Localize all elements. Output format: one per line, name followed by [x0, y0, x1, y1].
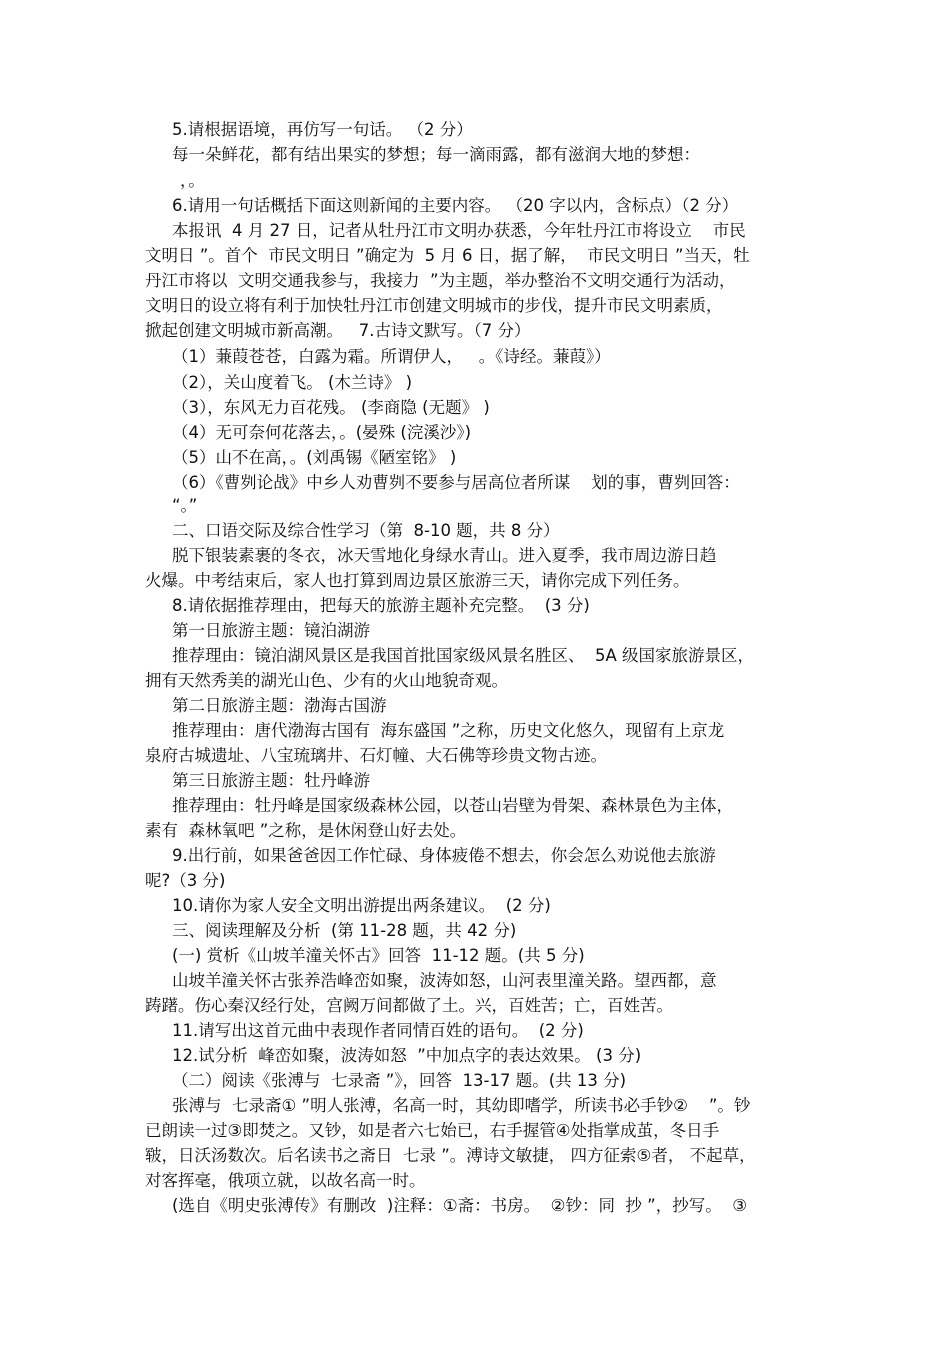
- text-line: 每一朵鲜花，都有结出果实的梦想；每一滴雨露，都有滋润大地的梦想：: [172, 145, 700, 164]
- text-line: 文明日的设立将有利于加快牡丹江市创建文明城市的步伐，提升市民文明素质，: [145, 296, 723, 315]
- subsection-heading: (一) 赏析《山坡羊潼关怀古》回答 11-12 题。(共 5 分): [172, 946, 585, 965]
- question-12-heading: 12.试分析 峰峦如聚，波涛如怒 ”中加点字的表达效果。 (3 分): [172, 1046, 642, 1065]
- question-9-heading: 9.出行前，如果爸爸因工作忙碌、身体疲倦不想去，你会怎么劝说他去旅游: [172, 846, 716, 865]
- question-6-heading: 6.请用一句话概括下面这则新闻的主要内容。 （20 字以内，含标点）（2 分）: [172, 196, 739, 215]
- annotation-line: (选自《明史张溥传》有删改 )注释：①斋：书房。 ②钞：同 抄 ”，抄写。 ③: [172, 1196, 748, 1215]
- answer-blank-line: ，。: [180, 171, 205, 190]
- text-line: 山坡羊潼关怀古张养浩峰峦如聚，波涛如怒，山河表里潼关路。望西都，意: [172, 971, 717, 990]
- text-line: 素有 森林氧吧 ”之称，是休闲登山好去处。: [145, 821, 467, 840]
- question-11-heading: 11.请写出这首元曲中表现作者同情百姓的语句。 (2 分): [172, 1021, 584, 1040]
- text-line: 拥有天然秀美的湖光山色、少有的火山地貌奇观。: [145, 671, 508, 690]
- text-line: 泉府古城遗址、八宝琉璃井、石灯幢、大石佛等珍贵文物古迹。: [145, 746, 607, 765]
- section-2-heading: 二、口语交际及综合性学习（第 8-10 题，共 8 分）: [172, 521, 560, 540]
- text-line: 对客挥毫，俄项立就，以故名高一时。: [145, 1171, 426, 1190]
- text-line: 脱下银装素裹的冬衣，冰天雪地化身绿水青山。进入夏季，我市周边游日趋: [172, 546, 717, 565]
- text-line: 火爆。中考结束后，家人也打算到周边景区旅游三天，请你完成下列任务。: [145, 571, 690, 590]
- subsection-heading: （二）阅读《张溥与 七录斋 ”》，回答 13-17 题。(共 13 分): [172, 1071, 627, 1090]
- text-line: 第一日旅游主题：镜泊湖游: [172, 621, 370, 640]
- text-line: 皲，日沃汤数次。后名读书之斋日 七录 ”。溥诗文敏捷， 四方征索⑤者， 不起草，: [145, 1146, 756, 1165]
- text-line: 踌躇。伤心秦汉经行处，宫阙万间都做了土。兴，百姓苦；亡，百姓苦。: [145, 996, 673, 1015]
- text-line: 推荐理由：镜泊湖风景区是我国首批国家级风景名胜区、 5A 级国家旅游景区，: [172, 646, 755, 665]
- text-line: 推荐理由：牡丹峰是国家级森林公园，以苍山岩壁为骨架、森林景色为主体，: [172, 796, 733, 815]
- text-line: 丹江市将以 文明交通我参与，我接力 ”为主题，举办整治不文明交通行为活动，: [145, 271, 736, 290]
- question-10-heading: 10.请你为家人安全文明出游提出两条建议。 (2 分): [172, 896, 551, 915]
- poem-item: （3），东风无力百花残。 (李商隐 (无题》 ): [172, 398, 490, 417]
- question-7-heading: 掀起创建文明城市新高潮。 7.古诗文默写。（7 分）: [145, 321, 531, 340]
- poem-item: （5）山不在高，。(刘禹锡《陋室铭》 ): [172, 448, 457, 467]
- text-line: 第二日旅游主题：渤海古国游: [172, 696, 387, 715]
- answer-blank-line: “。”: [172, 496, 198, 515]
- text-line: 推荐理由：唐代渤海古国有 海东盛国 ”之称，历史文化悠久，现留有上京龙: [172, 721, 725, 740]
- text-line: 已朗读一过③即焚之。又钞，如是者六七始已，右手握管④处指掌成茧，冬日手: [145, 1121, 720, 1140]
- poem-item: （4）无可奈何花落去，。(晏殊 (浣溪沙》): [172, 423, 472, 442]
- text-line: 文明日 ”。首个 市民文明日 ”确定为 5 月 6 日，据了解， 市民文明日 ”当天，牡: [145, 246, 750, 265]
- poem-item: （6）《曹刿论战》中乡人劝曹刿不要参与居高位者所谋 划的事，曹刿回答：: [172, 473, 740, 492]
- question-8-heading: 8.请依据推荐理由，把每天的旅游主题补充完整。 (3 分): [172, 596, 590, 615]
- poem-item: （2），关山度着飞。 (木兰诗》 ): [172, 373, 413, 392]
- question-5-heading: 5.请根据语境，再仿写一句话。 （2 分）: [172, 120, 473, 139]
- text-line: 第三日旅游主题：牡丹峰游: [172, 771, 370, 790]
- text-line: 呢?（3 分): [145, 871, 226, 890]
- text-line: 本报讯 4 月 27 日，记者从牡丹江市文明办获悉，今年牡丹江市将设立 市民: [172, 221, 746, 240]
- section-3-heading: 三、阅读理解及分析 (第 11-28 题，共 42 分): [172, 921, 517, 940]
- poem-item: （1）蒹葭苍苍，白露为霜。所谓伊人， 。《诗经。蒹葭》）: [172, 347, 611, 366]
- text-line: 张溥与 七录斋① ”明人张溥，名高一时，其幼即嗜学，所读书必手钞② ”。钞: [172, 1096, 751, 1115]
